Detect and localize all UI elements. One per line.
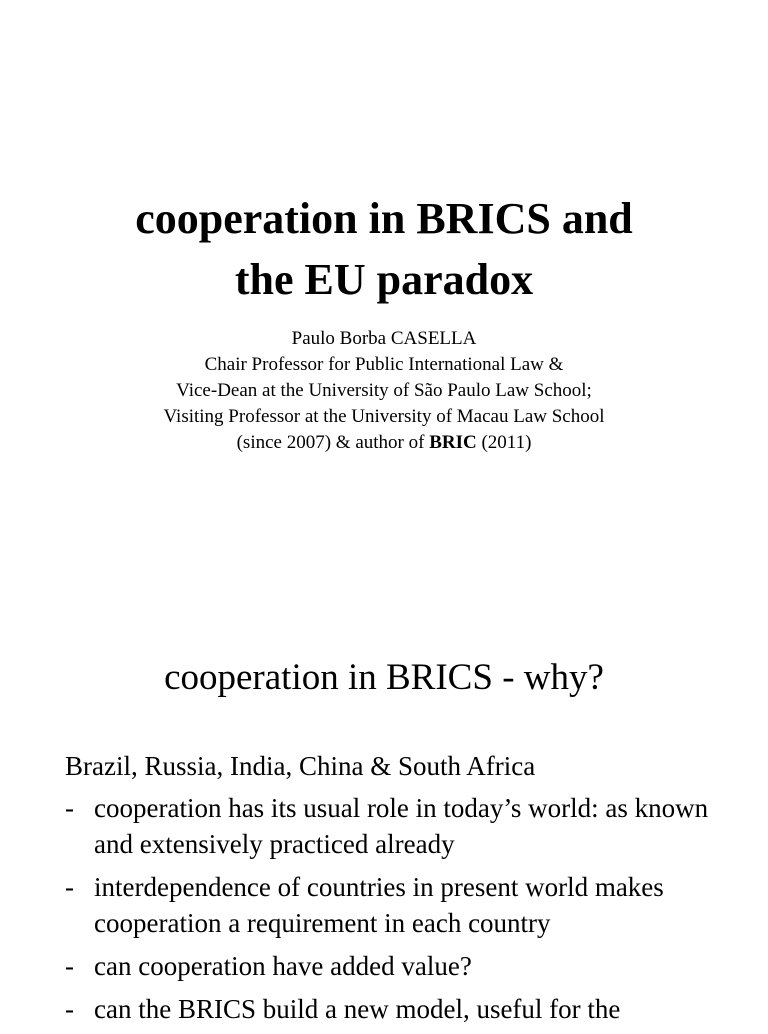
bullet-dash: - bbox=[65, 793, 74, 823]
bullet-item-2 bbox=[65, 869, 725, 941]
bullet-text-3: can cooperation have added value? bbox=[94, 951, 472, 981]
bullet-text-1: cooperation has its usual role in today’s world: as known and extensively practiced already bbox=[94, 793, 709, 859]
author-name: Paulo Borba CASELLA bbox=[291, 328, 477, 349]
author-book-title: BRIC bbox=[429, 432, 477, 453]
presentation-title bbox=[0, 188, 768, 310]
bullet-dash: - bbox=[65, 872, 74, 902]
author-visiting: Visiting Professor at the University of Macau Law School bbox=[163, 406, 605, 427]
author-role: Chair Professor for Public International Law & bbox=[204, 354, 564, 375]
bullet-text-2: interdependence of countries in present world makes cooperation a requirement in each country bbox=[94, 872, 664, 938]
author-since-prefix: (since 2007) & author of bbox=[236, 432, 430, 453]
bullet-dash: - bbox=[65, 951, 74, 981]
title-line-2: the EU paradox bbox=[234, 255, 534, 304]
title-line-1: cooperation in BRICS and bbox=[135, 194, 633, 243]
author-affiliation: Vice-Dean at the University of São Paulo Law School; bbox=[176, 380, 592, 401]
bullet-list bbox=[65, 790, 725, 1034]
bullet-dash: - bbox=[65, 994, 74, 1024]
author-block bbox=[0, 326, 768, 456]
intro-line: Brazil, Russia, India, China & South Africa bbox=[65, 751, 536, 781]
slide-2-title: cooperation in BRICS - why? bbox=[164, 657, 604, 698]
bullet-item-3 bbox=[65, 948, 725, 984]
author-book-year: (2011) bbox=[476, 432, 532, 453]
bullet-item-4 bbox=[65, 991, 725, 1027]
author-book-line bbox=[0, 430, 768, 456]
bullet-item-1 bbox=[65, 790, 725, 862]
bullet-text-4: can the BRICS build a new model, useful for the bbox=[94, 994, 621, 1024]
